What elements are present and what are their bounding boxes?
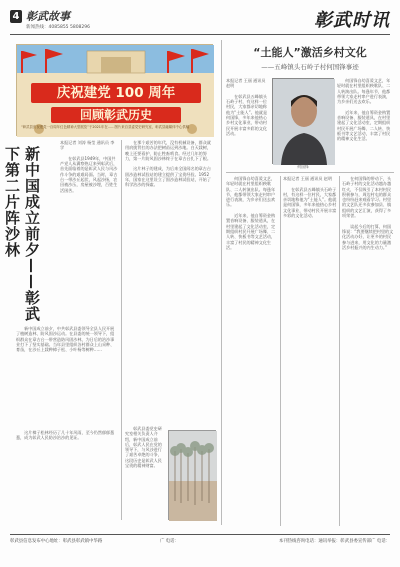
right-article-subheadline: ——五峰镇头石岭子村何国锋事迹: [261, 63, 359, 71]
hotline-info: 新闻热线：4085855 5808296: [26, 25, 91, 30]
banner-caption: “彰武县庆祝建党一百周年红色精神大型展览”于2021年在……图片来自县委党史研究室，彰武县融媒体中心供稿: [21, 125, 190, 129]
right-article-rule: [226, 172, 394, 173]
page-number-badge: [10, 10, 22, 23]
left-article-title: 新中国成立前夕——彰武下第二片阵沙林: [3, 146, 41, 322]
right-article-headline: “土能人”激活乡村文化: [253, 46, 367, 59]
left-article-body-col1b: 这片樟子松林经历了几十年风雨，至今仍然郁郁葱葱，成为彰武人民防沙治沙的见证。: [16, 430, 115, 441]
portrait-image: [273, 79, 335, 165]
section-name: 彰武故事: [26, 10, 70, 23]
footer: [10, 537, 390, 549]
portrait-photo: [272, 78, 334, 164]
left-article-byline-body: 本报记者 刘涛 杨莹 通讯员 李学 在彰武县1949年，中国共产党人从冀察热辽来到彰武后，首先面临着的是彰武人民与风沙作斗争的艰难局面。当时，章古台一带沙丘起伏，风起沙扬，农田被沙压，房屋被沙埋，百姓生活困苦。: [60, 140, 118, 193]
page-number: 4: [12, 11, 20, 22]
column-divider-3: [339, 176, 340, 526]
banner-title-line2: 回顾彰武历史: [79, 108, 152, 122]
right-article-col2: 本报记者 王丽 通讯员 赵明 在彰武县五峰镇头石岭子村，有这样一位村民，大家都亲切地称他为“土能人”。他就是何国锋，多年来他热心乡村文化事业，带动村民开展丰富多彩的文化活动。: [283, 176, 337, 219]
portrait-caption: 何国锋: [297, 164, 309, 169]
right-article-col3: 在何国锋的带动下，头石岭子村的文化活动越办越红火，不仅吸引了本村村民积极参与，周边村屯的群众也纷纷赶来观看学习。村里的文艺队还多次参加县、镇组织的文艺汇演，获得了多项荣誉。 谈起今后的打算，何国锋说：“我要继续把村里的文化活动办好，让更多的村民参与进来，用文化的力量激活乡村振兴的内生动力。”: [342, 176, 394, 250]
column-divider: [121, 140, 122, 520]
column-divider-2: [280, 176, 281, 526]
banner-title-line1: 庆祝建党 100 周年: [56, 85, 176, 101]
forest-photo-image: [169, 431, 217, 521]
footer-right: 本刊热线咨询电话：通讯举报：彰武县委宣传部广 电话：: [278, 539, 390, 544]
banner: [16, 44, 213, 136]
right-article-intro: 本报记者 王丽 通讯员 赵明 在彰武县五峰镇头石岭子村，有这样一位村民，大家都亲切地称他为“土能人”。他就是何国锋，多年来他热心乡村文化事业，带动村民开展丰富多彩的文化活动。: [226, 78, 268, 136]
footer-rule: [10, 534, 390, 535]
right-article-col-top: 何国锋自幼喜爱文艺，年轻时就在村里组织秧歌队、二人转演出队。每逢年节，他都带领大家走村串户进行表演，为乡亲们送去欢乐。 近年来，他自筹资金购置音响设备、服装道具，在村里建起了文化活动室，定期组织村民开展广场舞、二人转、快板书等文艺活动，丰富了村民的精神文化生活。: [337, 78, 391, 142]
masthead: [10, 6, 390, 34]
right-article-col1: 何国锋自幼喜爱文艺，年轻时就在村里组织秧歌队、二人转演出队。每逢年节，他都带领大家走村串户进行表演，为乡亲们送去欢乐。 近年来，他自筹资金购置音响设备、服装道具，在村里建起了文化活动室，定期组织村民开展广场舞、二人转、快板书等文艺活动，丰富了村民的精神文化生活。: [226, 176, 276, 250]
paper-name: 彰武时讯: [314, 10, 390, 31]
masthead-rule: [10, 34, 390, 35]
footer-left: 彰武县信息发布中心地址：彰武县彰武镇中华路: [10, 539, 103, 544]
forest-photo: [168, 430, 216, 520]
footer-mid: 广 电话：: [160, 539, 179, 544]
left-article-body-col2b: 彰武县委党史研究室相关负责人介绍，新中国成立前后，彰武人民在党的领导下，与风沙进行了艰苦卓绝的斗争，这段历史是彰武人民宝贵的精神财富。: [125, 426, 162, 469]
section-divider: [221, 40, 222, 525]
left-article-body-col2: 在那个艰苦的年代，没有机械设备，群众就用肩挑背扛的办法把树苗运到沙地。白天栽树，晚上还要看护，防止牲畜啃食。经过几年的努力，第一片防风固沙林终于在章古台扎下了根。 这片林子的建成，为后来全国闻名的章古台固沙造林试验站的建立提供了宝贵经验。1952年，国家在这里设立了固沙造林试验站，开始了科学治沙的探索。: [125, 140, 211, 188]
left-article-body-col1: 新中国成立前夕，中共彰武县委领导全县人民开展了植树造林、防风固沙运动。在县委的统一领导下，组织群众在章古台一带营造防风固沙林，为日后的治沙事业打下了坚实基础。当年县里组织各村群众上山采种、育苗，在沙丘上栽种樟子松、小叶杨等树种……: [16, 326, 115, 353]
